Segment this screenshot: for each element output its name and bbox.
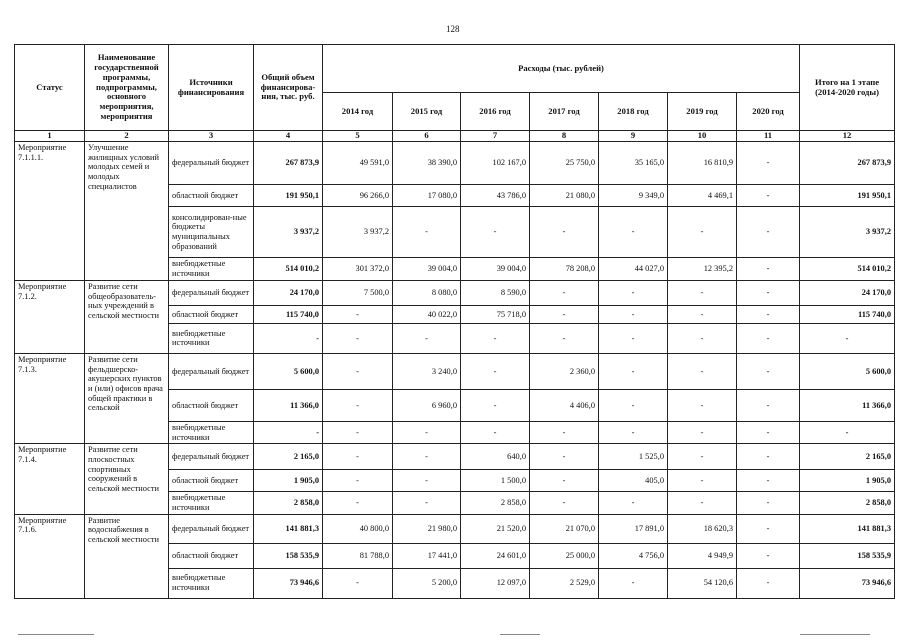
- total-cell: 2 165,0: [254, 444, 323, 470]
- year-value-cell: -: [323, 568, 393, 598]
- column-number: 11: [737, 131, 800, 142]
- year-value-cell: 8 590,0: [461, 280, 530, 305]
- itogo-cell: 514 010,2: [800, 257, 895, 280]
- year-value-cell: -: [461, 353, 530, 389]
- header-year: 2015 год: [393, 93, 461, 131]
- total-cell: 73 946,6: [254, 568, 323, 598]
- total-cell: -: [254, 323, 323, 353]
- year-value-cell: -: [461, 323, 530, 353]
- source-cell: областной бюджет: [169, 305, 254, 323]
- year-value-cell: -: [668, 353, 737, 389]
- total-cell: 5 600,0: [254, 353, 323, 389]
- year-value-cell: -: [737, 305, 800, 323]
- column-number: 1: [15, 131, 85, 142]
- total-cell: 141 881,3: [254, 514, 323, 543]
- header-expenses: Расходы (тыс. рублей): [323, 45, 800, 93]
- year-value-cell: 38 390,0: [393, 141, 461, 184]
- year-value-cell: 75 718,0: [461, 305, 530, 323]
- column-number: 10: [668, 131, 737, 142]
- source-cell: областной бюджет: [169, 470, 254, 492]
- year-value-cell: 21 070,0: [530, 514, 599, 543]
- column-number: 4: [254, 131, 323, 142]
- year-value-cell: -: [599, 492, 668, 514]
- year-value-cell: -: [393, 492, 461, 514]
- total-cell: 11 366,0: [254, 389, 323, 421]
- year-value-cell: -: [668, 492, 737, 514]
- total-cell: 2 858,0: [254, 492, 323, 514]
- year-value-cell: -: [323, 353, 393, 389]
- year-value-cell: -: [530, 421, 599, 443]
- itogo-cell: 115 740,0: [800, 305, 895, 323]
- year-value-cell: -: [461, 389, 530, 421]
- year-value-cell: 12 097,0: [461, 568, 530, 598]
- source-cell: федеральный бюджет: [169, 514, 254, 543]
- year-value-cell: -: [530, 323, 599, 353]
- table-row: [15, 514, 895, 543]
- source-cell: внебюджетные источники: [169, 421, 254, 443]
- year-value-cell: 1 500,0: [461, 470, 530, 492]
- source-cell: федеральный бюджет: [169, 141, 254, 184]
- year-value-cell: -: [599, 353, 668, 389]
- itogo-cell: 267 873,9: [800, 141, 895, 184]
- header-name: Наименование государственной программы, подпрограммы, основного мероприятия, мероприятия: [85, 45, 169, 131]
- year-value-cell: -: [737, 444, 800, 470]
- year-value-cell: -: [530, 280, 599, 305]
- total-cell: 3 937,2: [254, 206, 323, 257]
- year-value-cell: -: [599, 568, 668, 598]
- itogo-cell: 3 937,2: [800, 206, 895, 257]
- measure-name-cell: Развитие водоснабжения в сельской местности: [85, 514, 169, 598]
- year-value-cell: 7 500,0: [323, 280, 393, 305]
- total-cell: 267 873,9: [254, 141, 323, 184]
- year-value-cell: 3 240,0: [393, 353, 461, 389]
- year-value-cell: 17 891,0: [599, 514, 668, 543]
- page-number: 128: [446, 24, 460, 34]
- itogo-cell: 141 881,3: [800, 514, 895, 543]
- year-value-cell: -: [599, 323, 668, 353]
- year-value-cell: 18 620,3: [668, 514, 737, 543]
- footer-rule-left: [18, 634, 94, 635]
- source-cell: областной бюджет: [169, 543, 254, 568]
- year-value-cell: -: [737, 514, 800, 543]
- year-value-cell: 25 000,0: [530, 543, 599, 568]
- status-cell: Мероприятие 7.1.6.: [15, 514, 85, 598]
- source-cell: федеральный бюджет: [169, 353, 254, 389]
- year-value-cell: 102 167,0: [461, 141, 530, 184]
- total-cell: 115 740,0: [254, 305, 323, 323]
- year-value-cell: 8 080,0: [393, 280, 461, 305]
- column-number: 2: [85, 131, 169, 142]
- itogo-cell: 191 950,1: [800, 184, 895, 206]
- year-value-cell: 21 980,0: [393, 514, 461, 543]
- year-value-cell: 21 520,0: [461, 514, 530, 543]
- header-itogo: Итого на 1 этапе (2014-2020 годы): [800, 45, 895, 131]
- year-value-cell: -: [737, 141, 800, 184]
- year-value-cell: -: [737, 568, 800, 598]
- year-value-cell: 40 800,0: [323, 514, 393, 543]
- year-value-cell: 40 022,0: [393, 305, 461, 323]
- status-cell: Мероприятие 7.1.1.1.: [15, 141, 85, 280]
- year-value-cell: -: [323, 323, 393, 353]
- year-value-cell: 5 200,0: [393, 568, 461, 598]
- financing-table: [14, 44, 895, 599]
- year-value-cell: 35 165,0: [599, 141, 668, 184]
- year-value-cell: -: [530, 206, 599, 257]
- year-value-cell: 54 120,6: [668, 568, 737, 598]
- year-value-cell: -: [323, 444, 393, 470]
- column-number: 12: [800, 131, 895, 142]
- year-value-cell: -: [530, 305, 599, 323]
- status-cell: Мероприятие 7.1.3.: [15, 353, 85, 443]
- header-status: Статус: [15, 45, 85, 131]
- year-value-cell: -: [737, 421, 800, 443]
- year-value-cell: 640,0: [461, 444, 530, 470]
- status-cell: Мероприятие 7.1.4.: [15, 444, 85, 514]
- table-row: [15, 280, 895, 305]
- year-value-cell: -: [668, 470, 737, 492]
- year-value-cell: 9 349,0: [599, 184, 668, 206]
- year-value-cell: -: [599, 389, 668, 421]
- header-year: 2016 год: [461, 93, 530, 131]
- year-value-cell: 39 004,0: [461, 257, 530, 280]
- year-value-cell: 21 080,0: [530, 184, 599, 206]
- year-value-cell: -: [737, 353, 800, 389]
- itogo-cell: -: [800, 323, 895, 353]
- year-value-cell: -: [323, 492, 393, 514]
- table-row: [15, 141, 895, 184]
- column-number: 7: [461, 131, 530, 142]
- header-source: Источники финансирования: [169, 45, 254, 131]
- header-total-volume: Общий объем финансирова-ния, тыс. руб.: [254, 45, 323, 131]
- itogo-cell: 11 366,0: [800, 389, 895, 421]
- measure-name-cell: Развитие сети плоскостных спортивных сооружений в сельской местности: [85, 444, 169, 514]
- year-value-cell: -: [737, 257, 800, 280]
- source-cell: внебюджетные источники: [169, 492, 254, 514]
- year-value-cell: -: [393, 421, 461, 443]
- source-cell: федеральный бюджет: [169, 280, 254, 305]
- header-year: 2014 год: [323, 93, 393, 131]
- footer-rule-mid: [500, 634, 540, 635]
- year-value-cell: -: [737, 184, 800, 206]
- year-value-cell: -: [737, 206, 800, 257]
- year-value-cell: 1 525,0: [599, 444, 668, 470]
- total-cell: 158 535,9: [254, 543, 323, 568]
- itogo-cell: 1 905,0: [800, 470, 895, 492]
- column-number: 6: [393, 131, 461, 142]
- column-number: 8: [530, 131, 599, 142]
- year-value-cell: 301 372,0: [323, 257, 393, 280]
- source-cell: консолидирован-ные бюджеты муниципальных образований: [169, 206, 254, 257]
- measure-name-cell: Развитие сети фельдшерско-акушерских пунктов и (или) офисов врача общей практики в сельской: [85, 353, 169, 443]
- year-value-cell: -: [323, 389, 393, 421]
- year-value-cell: -: [668, 323, 737, 353]
- year-value-cell: 25 750,0: [530, 141, 599, 184]
- year-value-cell: -: [393, 206, 461, 257]
- source-cell: областной бюджет: [169, 389, 254, 421]
- year-value-cell: 17 441,0: [393, 543, 461, 568]
- year-value-cell: -: [668, 206, 737, 257]
- year-value-cell: -: [737, 280, 800, 305]
- source-cell: областной бюджет: [169, 184, 254, 206]
- itogo-cell: 158 535,9: [800, 543, 895, 568]
- year-value-cell: -: [323, 305, 393, 323]
- year-value-cell: -: [668, 280, 737, 305]
- year-value-cell: -: [323, 470, 393, 492]
- column-number: 3: [169, 131, 254, 142]
- column-number: 9: [599, 131, 668, 142]
- header-year: 2018 год: [599, 93, 668, 131]
- itogo-cell: 2 165,0: [800, 444, 895, 470]
- year-value-cell: -: [461, 206, 530, 257]
- source-cell: внебюджетные источники: [169, 568, 254, 598]
- year-value-cell: 2 360,0: [530, 353, 599, 389]
- year-value-cell: 78 208,0: [530, 257, 599, 280]
- year-value-cell: 2 858,0: [461, 492, 530, 514]
- year-value-cell: 6 960,0: [393, 389, 461, 421]
- year-value-cell: 39 004,0: [393, 257, 461, 280]
- measure-name-cell: Улучшение жилищных условий молодых семей и молодых специалистов: [85, 141, 169, 280]
- year-value-cell: -: [737, 492, 800, 514]
- year-value-cell: 4 949,9: [668, 543, 737, 568]
- itogo-cell: -: [800, 421, 895, 443]
- header-year: 2017 год: [530, 93, 599, 131]
- source-cell: федеральный бюджет: [169, 444, 254, 470]
- year-value-cell: 44 027,0: [599, 257, 668, 280]
- itogo-cell: 5 600,0: [800, 353, 895, 389]
- footer-rule-right: [800, 634, 870, 635]
- year-value-cell: 24 601,0: [461, 543, 530, 568]
- year-value-cell: -: [737, 389, 800, 421]
- header-year: 2019 год: [668, 93, 737, 131]
- year-value-cell: 2 529,0: [530, 568, 599, 598]
- year-value-cell: -: [530, 444, 599, 470]
- itogo-cell: 2 858,0: [800, 492, 895, 514]
- year-value-cell: 96 266,0: [323, 184, 393, 206]
- year-value-cell: 81 788,0: [323, 543, 393, 568]
- year-value-cell: 49 591,0: [323, 141, 393, 184]
- year-value-cell: 4 406,0: [530, 389, 599, 421]
- year-value-cell: 17 080,0: [393, 184, 461, 206]
- total-cell: 191 950,1: [254, 184, 323, 206]
- year-value-cell: -: [530, 492, 599, 514]
- total-cell: 514 010,2: [254, 257, 323, 280]
- year-value-cell: -: [599, 305, 668, 323]
- year-value-cell: -: [530, 470, 599, 492]
- total-cell: 24 170,0: [254, 280, 323, 305]
- year-value-cell: 3 937,2: [323, 206, 393, 257]
- source-cell: внебюджетные источники: [169, 323, 254, 353]
- year-value-cell: -: [668, 421, 737, 443]
- total-cell: 1 905,0: [254, 470, 323, 492]
- header-year: 2020 год: [737, 93, 800, 131]
- table-row: [15, 444, 895, 470]
- itogo-cell: 73 946,6: [800, 568, 895, 598]
- year-value-cell: -: [668, 305, 737, 323]
- year-value-cell: -: [737, 470, 800, 492]
- source-cell: внебюджетные источники: [169, 257, 254, 280]
- year-value-cell: -: [599, 421, 668, 443]
- itogo-cell: 24 170,0: [800, 280, 895, 305]
- year-value-cell: -: [737, 543, 800, 568]
- year-value-cell: -: [737, 323, 800, 353]
- total-cell: -: [254, 421, 323, 443]
- table-row: [15, 353, 895, 389]
- year-value-cell: -: [668, 389, 737, 421]
- year-value-cell: -: [599, 280, 668, 305]
- year-value-cell: 12 395,2: [668, 257, 737, 280]
- year-value-cell: -: [393, 470, 461, 492]
- year-value-cell: -: [599, 206, 668, 257]
- year-value-cell: -: [461, 421, 530, 443]
- status-cell: Мероприятие 7.1.2.: [15, 280, 85, 353]
- year-value-cell: 4 469,1: [668, 184, 737, 206]
- year-value-cell: 4 756,0: [599, 543, 668, 568]
- measure-name-cell: Развитие сети общеобразователь-ных учреждений в сельской местности: [85, 280, 169, 353]
- year-value-cell: -: [668, 444, 737, 470]
- year-value-cell: -: [393, 444, 461, 470]
- year-value-cell: -: [393, 323, 461, 353]
- year-value-cell: 43 786,0: [461, 184, 530, 206]
- year-value-cell: 16 810,9: [668, 141, 737, 184]
- column-number: 5: [323, 131, 393, 142]
- year-value-cell: -: [323, 421, 393, 443]
- year-value-cell: 405,0: [599, 470, 668, 492]
